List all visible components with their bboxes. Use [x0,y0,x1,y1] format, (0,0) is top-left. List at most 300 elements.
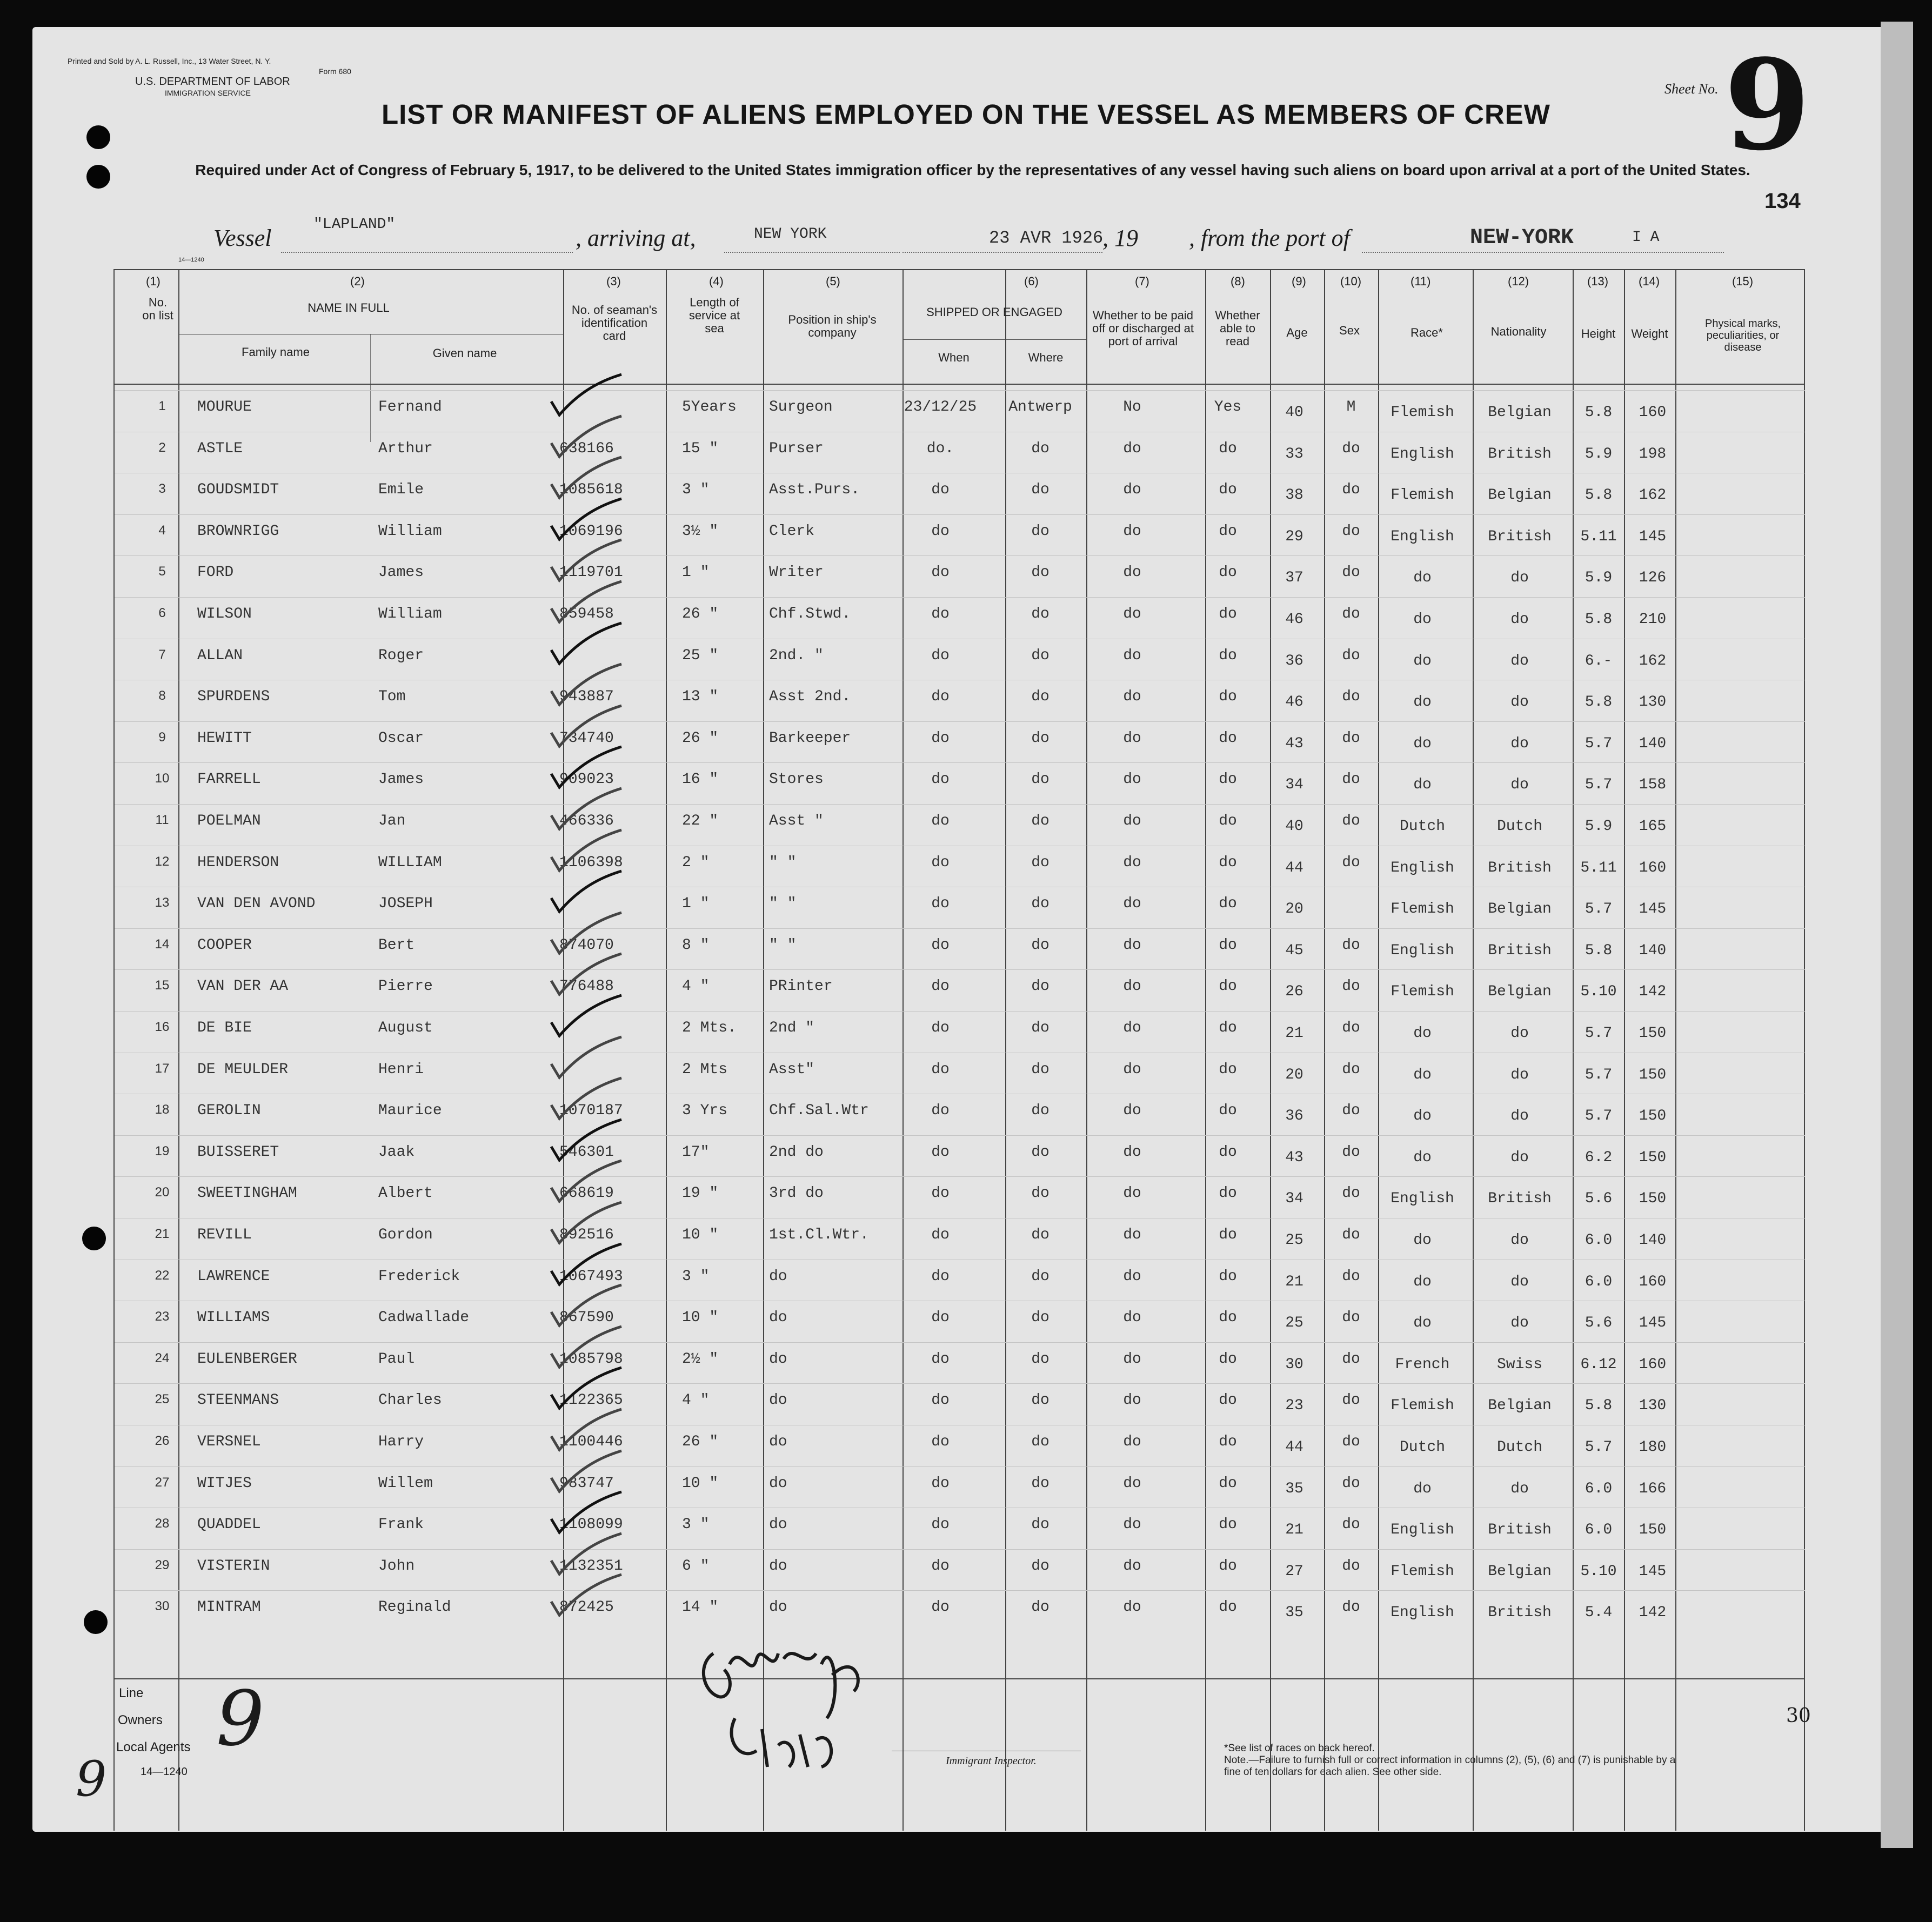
sheet-label: Sheet No. [1664,81,1719,97]
age: 36 [1285,1108,1303,1125]
able-to-read: do [1219,1475,1237,1492]
service-length: 2 Mts [682,1061,728,1078]
able-to-read: do [1219,1020,1237,1036]
sex: do [1342,1061,1360,1078]
weight: 198 [1639,445,1667,463]
paid-off: do [1123,564,1141,581]
service-length: 2 " [682,854,710,871]
col-head-given: Given name [432,346,497,360]
sex: M [1346,399,1356,416]
page-subtitle: Required under Act of Congress of February 5, 1917, to be delivered to the United States immigration officer by the representatives of any vessel having such aliens on board upon arrival at a port of the United States. [195,162,1750,178]
weight: 158 [1639,776,1667,794]
sex: do [1342,564,1360,581]
family-name: VISTERIN [197,1557,270,1575]
weight: 160 [1639,404,1667,421]
race: do [1413,1480,1432,1497]
weight: 150 [1639,1190,1667,1208]
sex: do [1342,1185,1360,1202]
service-length: 14 " [682,1599,719,1616]
age: 20 [1285,901,1303,918]
shipped-when: do [931,1309,950,1327]
nationality: do [1510,1149,1529,1166]
id-card: 1067493 [559,1268,623,1285]
weight: 160 [1639,1356,1667,1373]
able-to-read: do [1219,481,1237,499]
service-length: 4 " [682,978,710,995]
height: 6.0 [1585,1522,1613,1539]
family-name: WILSON [197,606,252,622]
able-to-read: do [1219,854,1237,871]
given-name: Albert [378,1185,433,1202]
col-head-position: Position in ship's company [788,313,877,339]
given-name: William [378,606,442,622]
paid-off: do [1123,1268,1141,1285]
service-length: 4 " [682,1392,710,1409]
position: Clerk [769,523,815,540]
shipped-where: do [1031,1309,1049,1327]
age: 43 [1285,1149,1303,1166]
family-name: WITJES [197,1475,252,1492]
row-rule [115,1549,1805,1550]
col-head-when: When [938,351,970,364]
sex: do [1342,1516,1360,1533]
shipped-when: do [931,1268,950,1285]
given-name: James [378,564,424,581]
race: French [1395,1356,1450,1373]
row-rule [115,762,1805,763]
id-card: 1108099 [559,1516,623,1533]
family-name: HEWITT [197,729,252,747]
id-card: 859458 [559,606,614,622]
able-to-read: do [1219,978,1237,995]
given-name: Frank [378,1516,424,1533]
height: 5.8 [1585,487,1613,504]
header-bottom-rule [113,384,1805,385]
weight: 160 [1639,1273,1667,1290]
col-head-height: Height [1581,327,1616,340]
given-name: JOSEPH [378,895,433,913]
service-length: 19 " [682,1185,719,1202]
sex: do [1342,1020,1360,1036]
service-length: 3 " [682,481,710,499]
family-name: COOPER [197,936,252,954]
id-card: 668619 [559,1185,614,1202]
position: 1st.Cl.Wtr. [769,1227,869,1243]
race: English [1390,1604,1454,1622]
family-name: MINTRAM [197,1599,261,1616]
row-number: 30 [155,1599,170,1614]
given-name: Bert [378,936,415,954]
col-rule [1086,269,1087,1831]
service-length: 10 " [682,1227,719,1243]
sex: do [1342,1143,1360,1161]
row-rule [115,555,1805,556]
paid-off: do [1123,854,1141,871]
sex: do [1342,1434,1360,1450]
shipped-where: do [1031,688,1049,706]
given-name: Pierre [378,978,433,995]
paid-off: do [1123,481,1141,499]
nationality: Belgian [1488,404,1552,421]
shipped-where: do [1031,1516,1049,1533]
paid-off: do [1123,1557,1141,1575]
height: 5.11 [1580,859,1617,876]
service-length: 16 " [682,771,719,788]
age: 35 [1285,1480,1303,1497]
age: 25 [1285,1315,1303,1332]
weight: 160 [1639,859,1667,876]
height: 5.7 [1585,1439,1613,1456]
race: English [1390,942,1454,959]
footer-form-code: 14—1240 [141,1766,188,1778]
shipped-where: do [1031,978,1049,995]
able-to-read: do [1219,1557,1237,1575]
sex: do [1342,936,1360,954]
nationality: British [1488,528,1552,545]
owners-handwritten: 9 [216,1675,265,1763]
row-rule [115,1342,1805,1343]
shipped-when: do. [926,440,954,457]
binder-hole [86,165,110,189]
service-length: 26 " [682,729,719,747]
given-name: Willem [378,1475,433,1492]
family-name: DE BIE [197,1020,252,1036]
inspector-initials [692,1632,886,1783]
shipped-where: do [1031,729,1049,747]
shipped-where: do [1031,606,1049,622]
weight: 180 [1639,1439,1667,1456]
nationality: Belgian [1488,901,1552,918]
col-num-11: (11) [1410,274,1431,288]
race: do [1413,1315,1432,1332]
paid-off: do [1123,1350,1141,1368]
row-rule [115,1590,1805,1591]
given-name: Henri [378,1061,424,1078]
height: 5.7 [1585,735,1613,752]
shipped-where: do [1031,1392,1049,1409]
age: 46 [1285,694,1303,711]
department-name: U.S. DEPARTMENT OF LABOR [135,76,290,88]
age: 25 [1285,1232,1303,1249]
family-name: SWEETINGHAM [197,1185,297,1202]
race: Flemish [1390,487,1454,504]
col-num-2: (2) [350,274,365,288]
shipped-where: do [1031,1475,1049,1492]
family-name: VERSNEL [197,1434,261,1450]
col-rule [1005,269,1006,1831]
race: do [1413,611,1432,628]
position: Stores [769,771,824,788]
weight: 150 [1639,1149,1667,1166]
race: do [1413,1273,1432,1290]
shipped-when: do [931,1185,950,1202]
row-number: 19 [155,1143,170,1158]
row-number: 27 [155,1475,170,1490]
race: do [1413,570,1432,587]
inspector-label: Immigrant Inspector. [946,1755,1037,1767]
id-card: 1119701 [559,564,623,581]
given-name: Jan [378,813,406,829]
age: 44 [1285,1439,1303,1456]
given-name: Jaak [378,1143,415,1161]
age: 21 [1285,1522,1303,1539]
given-name: Cadwallade [378,1309,470,1327]
able-to-read: do [1219,1434,1237,1450]
paid-off: do [1123,1102,1141,1120]
sex: do [1342,1392,1360,1409]
race: do [1413,1025,1432,1042]
id-card: 1100446 [559,1434,623,1450]
family-name: SPURDENS [197,688,270,706]
col-head-weight: Weight [1631,327,1668,340]
family-name: GOUDSMIDT [197,481,279,499]
family-name: GEROLIN [197,1102,261,1120]
shipped-when: do [931,1020,950,1036]
id-card: 867590 [559,1309,614,1327]
family-name: POELMAN [197,813,261,829]
able-to-read: do [1219,606,1237,622]
weight: 210 [1639,611,1667,628]
family-name: EULENBERGER [197,1350,297,1368]
able-to-read: do [1219,729,1237,747]
given-name: Tom [378,688,406,706]
shipped-when: do [931,854,950,871]
race: Dutch [1399,1439,1445,1456]
col-rule [763,269,764,1831]
col-num-7: (7) [1135,274,1149,288]
family-name: MOURUE [197,399,252,416]
able-to-read: do [1219,647,1237,664]
binder-hole [84,1610,108,1634]
id-card: 1069196 [559,523,623,540]
given-name: Frederick [378,1268,460,1285]
paid-off: do [1123,1020,1141,1036]
owners-label: Owners [118,1713,163,1727]
position: do [769,1557,787,1575]
family-name: FARRELL [197,771,261,788]
col-head-service: Length of service at sea [688,296,740,335]
family-name: VAN DER AA [197,978,289,995]
footnote-penalty: Note.—Failure to furnish full or correct information in columns (2), (5), (6) and (7) is punishable by a fine of ten dollars for each alien. See other side. [1224,1754,1676,1778]
row-rule [115,1466,1805,1467]
col-head-where: Where [1028,351,1064,364]
paid-off: do [1123,688,1141,706]
sheet-number: 9 [1724,32,1811,178]
able-to-read: do [1219,895,1237,913]
shipped-where: do [1031,1061,1049,1078]
id-card: 638166 [559,440,614,457]
nationality: Belgian [1488,487,1552,504]
position: Asst.Purs. [769,481,860,499]
position: " " [769,854,797,871]
family-name: VAN DEN AVOND [197,895,316,913]
row-number: 28 [155,1516,170,1531]
height: 5.8 [1585,1397,1613,1415]
paid-off: do [1123,1516,1141,1533]
race: do [1413,652,1432,669]
service-length: 15 " [682,440,719,457]
position: PRinter [769,978,833,995]
weight: 142 [1639,983,1667,1001]
col-head-no: No. on list [142,296,173,322]
nationality: Dutch [1496,1439,1542,1456]
able-to-read: do [1219,1309,1237,1327]
shipped-where: do [1031,1227,1049,1243]
row-number: 23 [155,1309,170,1324]
shipped-when: do [931,688,950,706]
id-card: 734740 [559,729,614,747]
position: do [769,1434,787,1450]
row-number: 13 [155,895,170,910]
sex: do [1342,481,1360,499]
position: 2nd. " [769,647,824,664]
col-num-1: (1) [146,274,161,288]
height: 6.12 [1580,1356,1617,1373]
family-name: BROWNRIGG [197,523,279,540]
vessel-underline [281,252,573,253]
date-underline [903,252,1102,253]
weight: 165 [1639,818,1667,835]
age: 46 [1285,611,1303,628]
col-head-sex: Sex [1339,324,1360,337]
local-agents-label: Local Agents [116,1740,191,1754]
height: 5.8 [1585,942,1613,959]
id-card: 1070187 [559,1102,623,1120]
able-to-read: do [1219,1599,1237,1616]
able-to-read: do [1219,771,1237,788]
family-name: BUISSERET [197,1143,279,1161]
race: do [1413,1149,1432,1166]
nationality: do [1510,1066,1529,1083]
weight: 150 [1639,1522,1667,1539]
sex: do [1342,1557,1360,1575]
underlying-page-edge [1881,22,1913,1848]
shipped-when: do [931,481,950,499]
margin-handwritten: 9 [76,1751,107,1807]
age: 35 [1285,1604,1303,1622]
weight: 145 [1639,1315,1667,1332]
row-number: 5 [158,564,166,579]
height: 5.7 [1585,1066,1613,1083]
age: 21 [1285,1273,1303,1290]
col-num-8: (8) [1231,274,1245,288]
id-card: 546301 [559,1143,614,1161]
paid-off: do [1123,978,1141,995]
height: 6.0 [1585,1480,1613,1497]
shipped-where: do [1031,771,1049,788]
from-underline [1362,252,1724,253]
row-number: 11 [155,813,169,827]
race: do [1413,1232,1432,1249]
position: Asst " [769,813,824,829]
table-bottom-rule [113,1678,1805,1679]
row-number: 7 [158,647,166,662]
row-rule [115,390,1805,391]
able-to-read: do [1219,1350,1237,1368]
paid-off: do [1123,813,1141,829]
sex: do [1342,688,1360,706]
weight: 130 [1639,1397,1667,1415]
sex: do [1342,1309,1360,1327]
position: do [769,1309,787,1327]
row-number: 3 [158,481,166,497]
nationality: do [1510,1232,1529,1249]
age: 20 [1285,1066,1303,1083]
height: 5.10 [1580,1563,1617,1580]
position: 3rd do [769,1185,824,1202]
arriving-port: NEW YORK [754,226,827,243]
able-to-read: do [1219,1516,1237,1533]
year-label: , 19 [1102,225,1138,251]
weight: 140 [1639,735,1667,752]
sex: do [1342,1350,1360,1368]
sex: do [1342,440,1360,457]
service-length: 5Years [682,399,737,416]
row-number: 9 [158,729,166,745]
row-number: 10 [155,771,170,786]
col-num-15: (15) [1732,274,1754,288]
shipped-where: do [1031,1434,1049,1450]
age: 43 [1285,735,1303,752]
row-number: 2 [158,440,166,455]
paid-off: do [1123,440,1141,457]
paid-off: do [1123,1309,1141,1327]
paid-off: do [1123,895,1141,913]
nationality: do [1510,776,1529,794]
row-number: 12 [155,854,170,869]
height: 5.9 [1585,818,1613,835]
id-card: 874070 [559,936,614,954]
nationality: Dutch [1496,818,1542,835]
check-mark-icon [546,1572,627,1620]
nationality: do [1510,1273,1529,1290]
age: 45 [1285,942,1303,959]
nationality: Belgian [1488,983,1552,1001]
family-name: HENDERSON [197,854,279,871]
age: 34 [1285,776,1303,794]
nationality: do [1510,735,1529,752]
position: 2nd " [769,1020,815,1036]
family-name: ASTLE [197,440,243,457]
shipped-when: do [931,771,950,788]
shipped-where: do [1031,1102,1049,1120]
paid-off: do [1123,1392,1141,1409]
from-port-label: , from the port of [1189,225,1350,251]
family-name: LAWRENCE [197,1268,270,1285]
position: Asst 2nd. [769,688,851,706]
nationality: do [1510,694,1529,711]
shipped-where: do [1031,1557,1049,1575]
id-card: 1106398 [559,854,623,871]
shipped-when: 23/12/25 [904,399,977,416]
col-rule [903,269,904,1831]
shipped-where: do [1031,481,1049,499]
service-length: 1 " [682,895,710,913]
id-card: 909023 [559,771,614,788]
age: 40 [1285,818,1303,835]
footnote-races: *See list of races on back hereof. [1224,1743,1375,1754]
height: 5.8 [1585,404,1613,421]
id-card: 872425 [559,1599,614,1616]
row-number: 22 [155,1268,170,1283]
given-name: William [378,523,442,540]
race: English [1390,445,1454,463]
weight: 166 [1639,1480,1667,1497]
sex: do [1342,854,1360,871]
given-name: Harry [378,1434,424,1450]
col-head-paid-off: Whether to be paid off or discharged at port of arrival [1092,309,1194,348]
row-rule [115,1176,1805,1177]
